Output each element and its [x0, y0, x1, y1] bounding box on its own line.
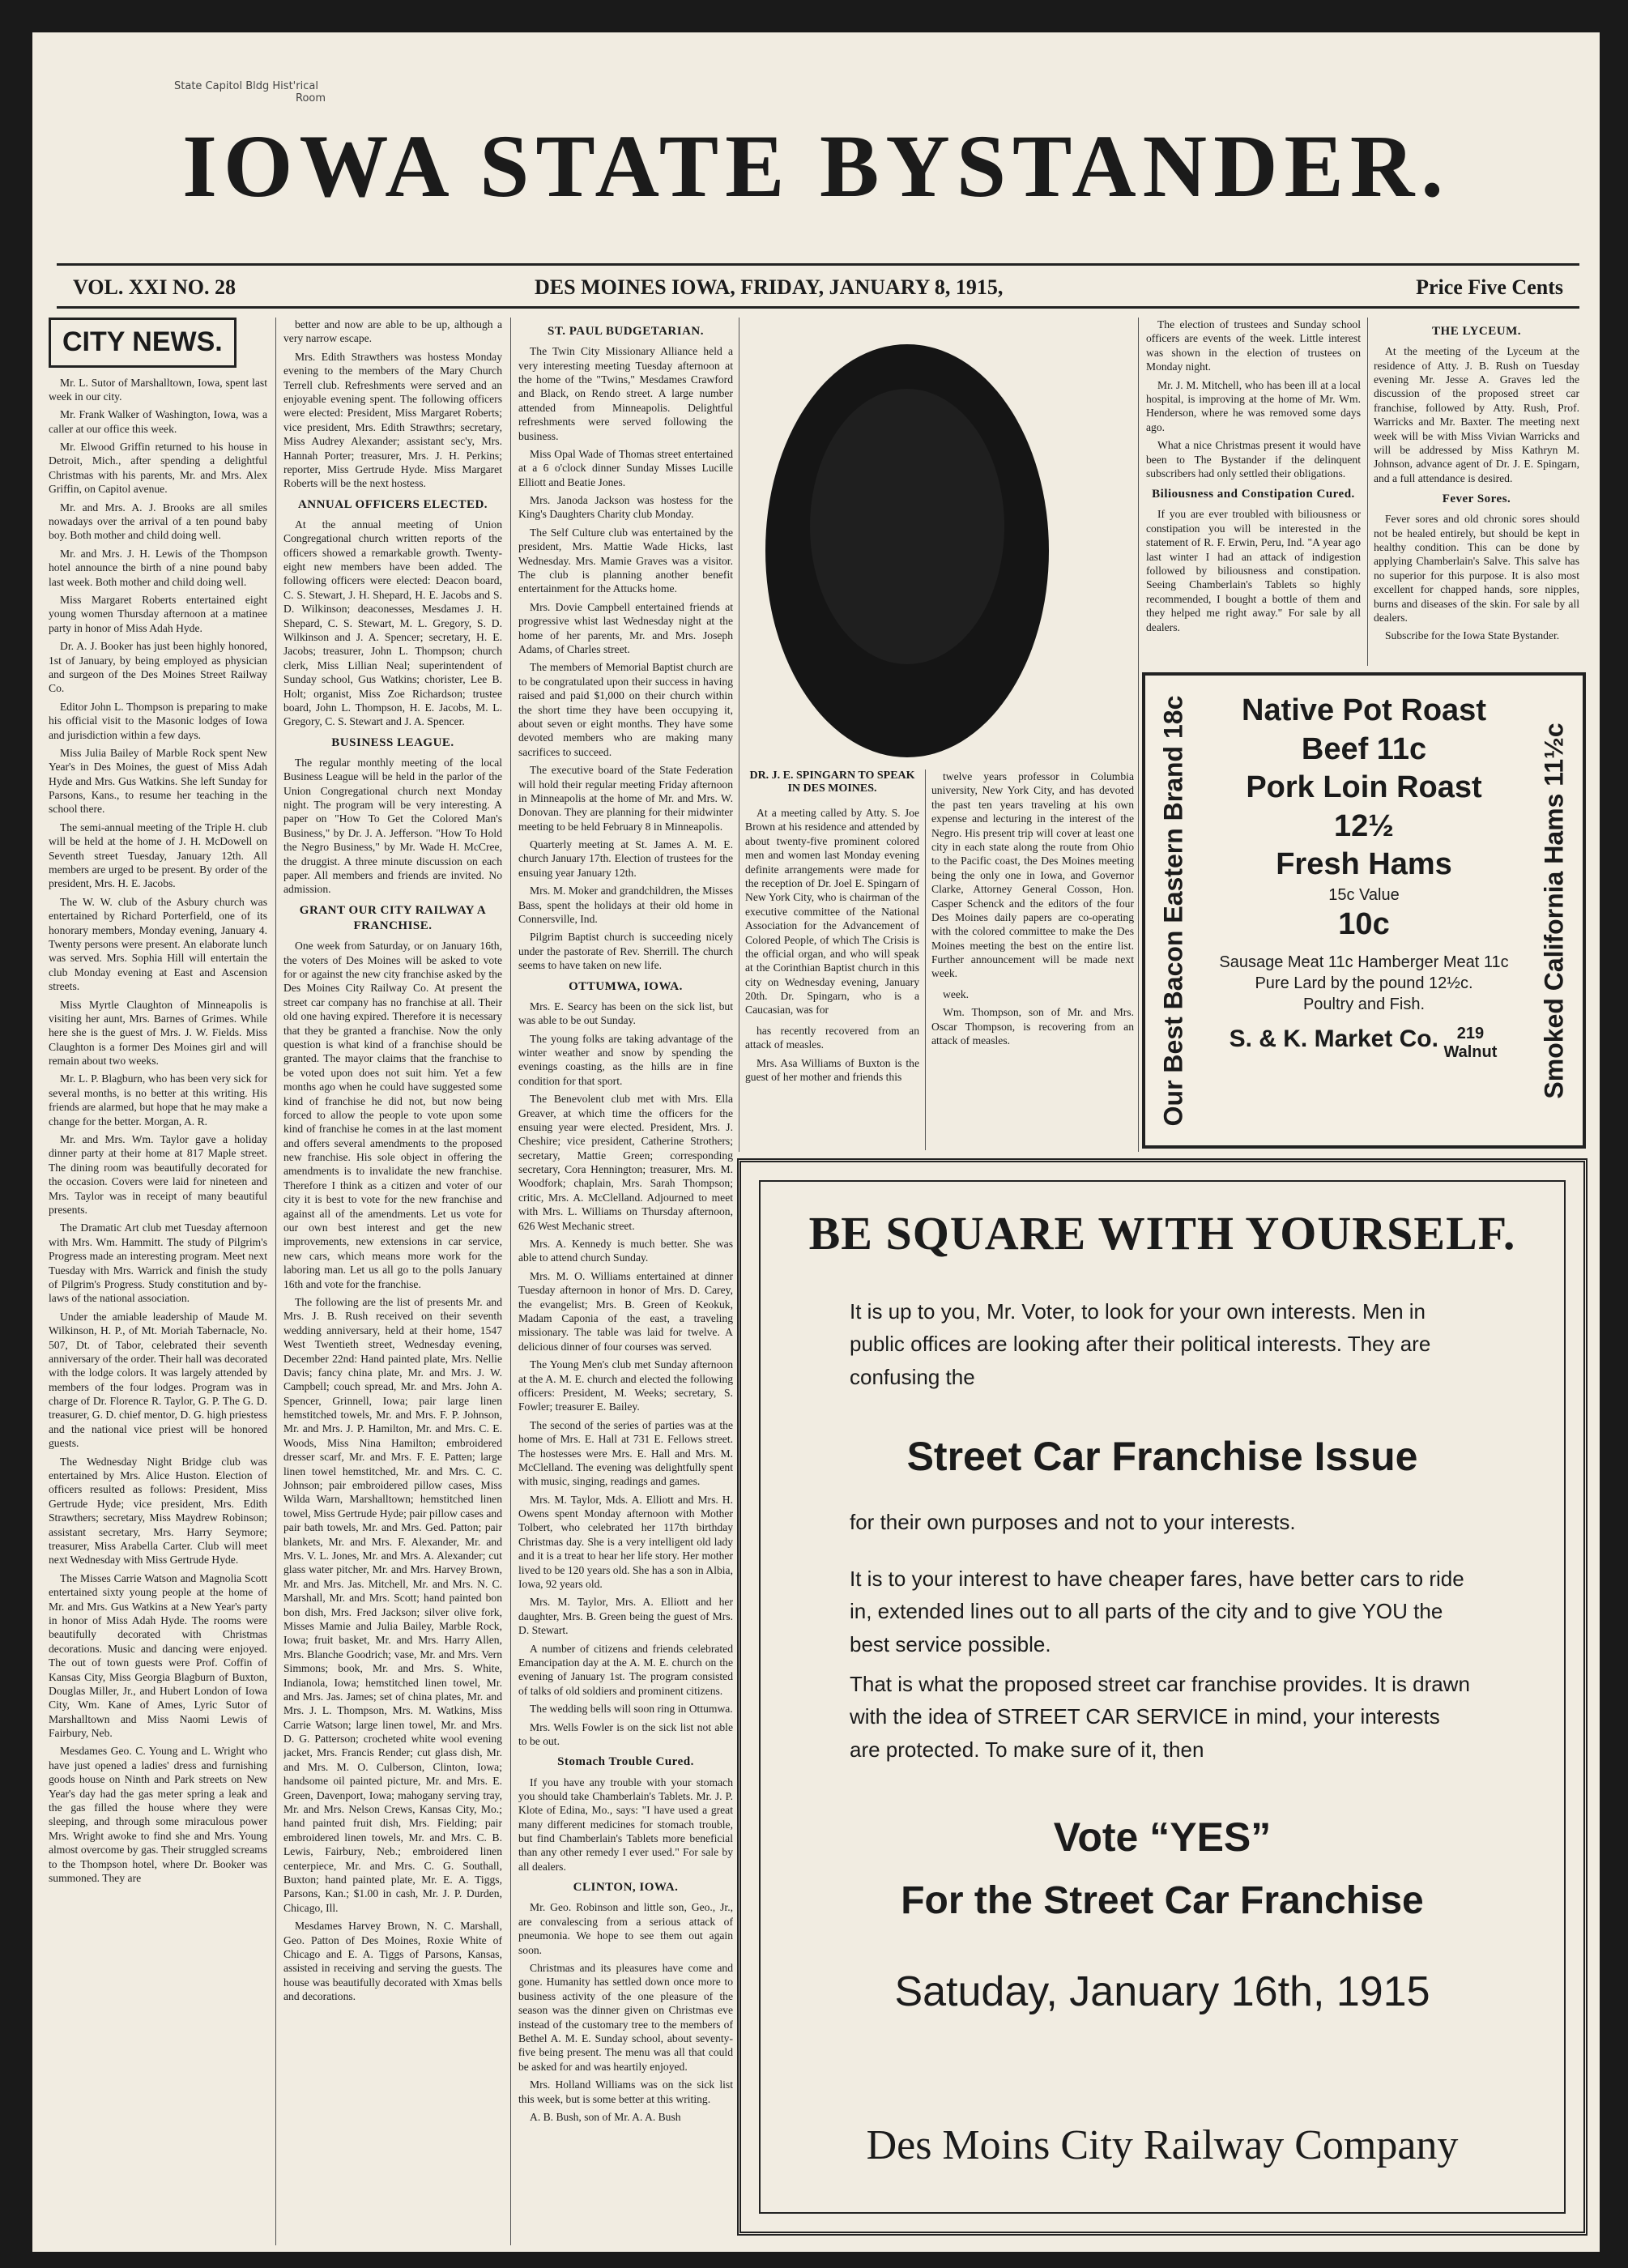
- news-item: Mrs. Wells Fowler is on the sick list not able to be out.: [518, 1720, 733, 1747]
- news-item: Mrs. Edith Strawthers was hostess Monday evening to the members of the Mary Church Terrell club. Refreshments were served and an enjoyable evening spent. The following officers were elected: President, Miss Margaret Roberts; vice president, Mrs. Edith Strawthrs; secretary, Miss Audrey Alexander; assistant sec'y, Mrs. Hannah Porter; treasurer, Mrs. J. H. Perkins; reporter, Miss Gertrude Hyde. Miss Margaret Roberts will be the next hostess.: [283, 350, 502, 490]
- news-item: The young folks are taking advantage of the winter weather and snow by spending the evenings coasting, as the hills are in fine condition for that sport.: [518, 1032, 733, 1087]
- news-item: The executive board of the State Federation will hold their regular meeting Friday afternoon in Minneapolis at the home of Mr. and Mrs. W. Donovan. They are planning for their midwinter meeting to be held February 8 in Minneapolis.: [518, 764, 733, 833]
- masthead: IOWA STATE BYSTANDER.: [182, 117, 1450, 215]
- news-item: A number of citizens and friends celebrated Emancipation day at the A. M. E. church on the evening of January 1st. The program consisted of talks of old soldiers and prominent citizens.: [518, 1642, 733, 1697]
- archive-stamp: [174, 81, 326, 105]
- section-heading: Stomach Trouble Cured.: [557, 1755, 694, 1769]
- vote-yes-heading: Vote “YES”: [1053, 1814, 1272, 1860]
- beef-price: Beef 11c: [1301, 731, 1427, 766]
- section-heading: CLINTON, IOWA.: [573, 1881, 679, 1895]
- column-two: [283, 318, 502, 2245]
- news-item: Miss Julia Bailey of Marble Rock spent New Year's in Des Moines, the guest of Miss Adah Hyde and Mrs. Gus Watkins. She left Sunday for Parsons, Kans., to resume her teaching in the school there.: [49, 746, 267, 816]
- portrait-photo: [761, 340, 1053, 761]
- news-item: week.: [943, 987, 970, 1000]
- section-heading: Fever Sores.: [1442, 492, 1511, 506]
- ad-paragraph: It is up to you, Mr. Voter, to look for your own interests. Men in public offices are looking after their political interests. They are confusing the: [850, 1299, 1431, 1389]
- section-heading: GRANT OUR CITY RAILWAY A FRANCHISE.: [299, 903, 487, 933]
- archive-stamp-line2: Room: [296, 92, 326, 104]
- masthead-rule-top: [57, 263, 1579, 266]
- volume-number: VOL. XXI NO. 28: [73, 275, 236, 299]
- pot-roast-line: Native Pot Roast: [1242, 693, 1486, 727]
- news-item: Mrs. Holland Williams was on the sick list this week, but is some better at this writing.: [518, 2078, 733, 2105]
- ad-paragraph: That is what the proposed street car franchise provides. It is drawn with the idea of STREET CAR SERVICE in mind, your interests are protected. To make sure of it, then: [850, 1672, 1470, 1762]
- news-item: Miss Myrtle Claughton of Minneapolis is visiting her aunt, Mrs. Barnes of Grimes. While here she is the guest of Mrs. J. W. Fields. Miss Claughton is a former Des Moines girl and will remain about two weeks.: [49, 998, 267, 1068]
- news-item: At the annual meeting of Union Congregational church written reports of the officers showed a remarkable growth. Twenty-eight new members have been added. The following officers were elected: Deacon board, C. S. Stewart, J. H. Shepard, H. E. Jacobs and S. D. Wilkinson; deaconesses, Mesdames J. H. Shepard, C. S. Stewart, M. L. Gregory, S. D. Wilkinson and J. A. Spencer; secretary, H. E. Jacobs; treasurer, John L. Thompson; church clerk, Miss Lillian Neal; superintendent of Sunday school, Gus Watkins; chorister, Lee B. Holt; organist, Miss Zoe Richardson; trustee board, John L. Thompson, H. E. Jacobs, M. L. Gregory, C. S. Stewart and J. A. Spencer.: [283, 518, 502, 728]
- news-item: Mr. Geo. Robinson and little son, Geo., Jr., are convalescing from a serious attack of pneumonia. We hope to see them out again soon.: [518, 1901, 733, 1956]
- news-item: Mrs. Janoda Jackson was hostess for the King's Daughters Charity club Monday.: [518, 494, 733, 521]
- election-date: Satuday, January 16th, 1915: [894, 1968, 1430, 2015]
- news-item: The Self Culture club was entertained by the president, Mrs. Mattie Wade Hicks, last Wednesday. Mrs. Mamie Graves was a visitor. The club is planning another benefit entertainment for the Attucks home.: [518, 526, 733, 595]
- bacon-vertical-text: Our Best Bacon Eastern Brand 18c: [1158, 695, 1188, 1126]
- price: Price Five Cents: [1416, 275, 1563, 299]
- section-heading: THE LYCEUM.: [1432, 325, 1521, 338]
- railway-company-name: Des Moins City Railway Company: [866, 2122, 1459, 2168]
- news-item: Mr. and Mrs. A. J. Brooks are all smiles nowadays over the arrival of a ten pound baby boy. Both mother and child doing well.: [49, 501, 267, 542]
- news-item: Mrs. Dovie Campbell entertained friends at progressive whist last Wednesday night at the home of her parents, Mr. and Mrs. Joseph Adams, of Charles street.: [518, 600, 733, 655]
- place-and-date: DES MOINES IOWA, FRIDAY, JANUARY 8, 1915,: [535, 275, 1004, 299]
- archive-stamp-line1: State Capitol Bldg Hist'rical: [174, 80, 318, 92]
- news-item: Mr. and Mrs. J. H. Lewis of the Thompson hotel announce the birth of a nine pound baby last week. Both mother and child doing well.: [49, 547, 267, 588]
- news-item: The following are the list of presents Mr. and Mrs. J. B. Rush received on their seventh wedding anniversary, held at their home, 1547 West Twentieth street, Wednesday evening, December 22nd: Hand painted plate, Mrs. Nellie Davis; fancy china plate, Mr. and Mrs. J. W. Campbell; couch spread, Mr. and Mrs. John A. Spencer, Grinnell, Iowa; pair large linen hemstitched towels, Mr. and Mrs. F. P. Johnson, Mr. and Mrs. J. P. Hamilton, Mr. and Mrs. C. E. Woods, Miss Nina Hamilton; embroidered dresser scarf, Mr. and Mrs. F. E. Patten; large linen towel hemstitched, Mr. and Mrs. C. C. Johnson; pair embroidered pillow cases, Miss Wilda Warn, Marshalltown; hemstitched linen towel, Miss Gertrude Hyde; pair pillow cases and pair bath towels, Mr. and Mrs. Ged. Patton; pair blankets, Mr. and Mrs. F. Alexander, Mr. and Mrs. V. L. Jones, Mr. and Mrs. A. Alexander; cut glass water pitcher, Mr. and Mrs. Harvey Brown, Mr. and Mrs. Jas. Mitchell, Mr. and Mrs. N. C. Marshall, Mr. and Mrs. Scott; hand painted bon bon dish, Mrs. Fred Jackson; silver olive fork, Misses Mamie and Julia Bailey, Marble Rock, Iowa; fruit basket, Mr. and Mrs. Harry Allen, Mrs. Blanche Goodrich; vase, Mr. and Mrs. Vern Simmons; book, Mr. and Mrs. S. White, Indianola, Iowa; hemstitched linen towel, Mr. and Mrs. Jas. James; set of china plates, Mr. and Mrs. J. L. Thompson, Mrs. M. Watkins, Miss Carrie Watson; large linen towel, Mr. and Mrs. D. G. Patterson; crocheted white wool evening jacket, Mrs. Francis Render; cut glass dish, Mr. and Mrs. M. O. Culberson, Clinton, Iowa; handsome oil painted picture, Mr. and Mrs. E. Green, Davenport, Iowa; mahogany serving tray, Mr. and Mrs. Nelson Crews, Kansas City, Mo.; hand painted fruit dish, Mrs. Fielding; pair embroidered linen towels, Mr. and Mrs. C. B. Lewis, Fairbury, Neb.; embroidered linen centerpiece, Mr. and Mrs. C. G. Southall, Buxton; hand painted plate, Mr. E. A. Tiggs, Parsons, Kan.; $1.00 in cash, Mr. J. P. Durden, Chicago, Ill.: [283, 1295, 502, 1914]
- section-heading: OTTUMWA, IOWA.: [569, 979, 683, 993]
- street-railway-ad: [737, 1158, 1588, 2236]
- news-item: Mr. L. P. Blagburn, who has been very sick for several months, is no better at this writing. His friends are alarmed, but hope that he may make a change for the better. Morgan, A. R.: [49, 1072, 267, 1128]
- news-item: The Young Men's club met Sunday afternoon at the A. M. E. church and elected the following officers: President, M. Weeks; secretary, S. Fowler; treasurer E. Bailey.: [518, 1358, 733, 1413]
- news-item: The second of the series of parties was at the home of Mrs. E. Hall at 731 E. Fellows street. The hostesses were Mrs. E. Hall and Mrs. M. McClelland. The evening was delightfully spent with music, singing, readings and games.: [518, 1418, 733, 1488]
- news-item: The W. W. club of the Asbury church was entertained by Richard Porterfield, one of its honorary members, Monday evening, January 4. Twenty persons were present. An elaborate lunch was served. Mrs. Sophia Hill will entertain the club Monday evening at East and Ascension streets.: [49, 895, 267, 993]
- section-heading: BUSINESS LEAGUE.: [331, 735, 454, 749]
- column-divider: [1138, 318, 1139, 1152]
- news-item: At the meeting of the Lyceum at the residence of Atty. J. B. Rush on Tuesday evening Mr. Jesse A. Graves led the discussion of the proposed street car franchise, followed by Atty. Rush, Prof. Warricks and Mr. Baxter. The meeting next week will be with Miss Vivian Warricks and will be addressed by Miss Kathryn M. Johnson, advance agent of Dr. J. E. Spingarn, and a full attendance is desired.: [1374, 345, 1579, 484]
- column-three: [518, 318, 733, 2245]
- section-heading: Biliousness and Constipation Cured.: [1152, 488, 1355, 501]
- newspaper-page: [32, 32, 1600, 2252]
- news-item: Under the amiable leadership of Maude M. Wilkinson, H. P., of Mt. Moriah Tabernacle, No. 507, Dt. of Tabor, celebrated their seventh anniversary of the order. Their hall was decorated with the lodge colors. It was largely attended by members of the four lodges. Program was in charge of Dr. Florence R. Taylor, G. P. The G. D. treasurer, G. D. chief mentor, D. G. high priestess and the national vice priest will be honored guests.: [49, 1310, 267, 1450]
- news-item: Mrs. M. Taylor, Mrs. A. Elliott and her daughter, Mrs. B. Green being the guest of Mrs. D. Stewart.: [518, 1596, 733, 1637]
- news-item: If you have any trouble with your stomach you should take Chamberlain's Tablets. Mr. J. P. Klote of Edina, Mo., says: "I have used a great many different medicines for stomach trouble, but find Chamberlain's Tablets more beneficial than any other remedy I ever used." For sale by all dealers.: [518, 1776, 733, 1873]
- ad-inner-border: [759, 1180, 1566, 2214]
- franchise-heading: For the Street Car Franchise: [901, 1879, 1424, 1922]
- lard-line: Pure Lard by the pound 12½c.: [1255, 974, 1473, 992]
- fresh-hams-line: Fresh Hams: [1276, 847, 1452, 881]
- news-item: The Wednesday Night Bridge club was entertained by Mrs. Alice Huston. Election of officers resulted as follows: President, Miss Gertrude Hyde; vice president, Mrs. Edith Strawthers; secretary, Miss Maydrew Robinson; assistant secretary, Mrs. Harry Seymore; treasurer, Miss Arabella Carter. Club will meet next Wednesday with Miss Gertrude Hyde.: [49, 1455, 267, 1567]
- news-item: The election of trustees and Sunday school officers are events of the week. Little interest was shown in the election of trustees on Monday night.: [1146, 318, 1361, 373]
- news-item: Miss Opal Wade of Thomas street entertained at a 6 o'clock dinner Sunday Misses Lucille Elliott and Beatie Jones.: [518, 447, 733, 488]
- store-address: 219 Walnut: [1443, 1025, 1498, 1061]
- column-divider: [925, 770, 926, 1150]
- column-divider: [510, 318, 511, 2245]
- column-city-news: [49, 318, 267, 2245]
- pork-roast-line: Pork Loin Roast: [1246, 770, 1482, 804]
- spingarn-story-right: [931, 770, 1134, 1150]
- news-item: The Benevolent club met with Mrs. Ella Greaver, at which time the officers for the ensuing year were elected. President, Mrs. J. Cheshire; vice president, Catherine Strothers; secretary, Mattie Green; corresponding secretary, Cora Hennington; treasurer, Mrs. M. Woodfork; chaplain, Mrs. Sarah Thompson; critic, Mrs. A. McClelland. Adjourned to meet with Mrs. L. Williams on Thursday afternoon, 626 West Mechanic street.: [518, 1093, 733, 1232]
- meat-price-list: [1218, 692, 1510, 1062]
- ad-paragraph: It is to your interest to have cheaper fares, have better cars to ride in, extended lines out to all parts of the city and to give YOU the best service possible.: [850, 1567, 1464, 1656]
- section-heading: ST. PAUL BUDGETARIAN.: [547, 325, 705, 338]
- column-divider: [1367, 318, 1368, 666]
- city-news-heading: CITY NEWS.: [49, 318, 237, 368]
- ad-headline: BE SQUARE WITH YOURSELF.: [808, 1207, 1516, 1260]
- news-item: Dr. A. J. Booker has just been highly honored, 1st of January, by being employed as physician and surgeon of the Des Moines Street Railway Co.: [49, 640, 267, 695]
- hams-vertical-text: Smoked California Hams 11½c: [1539, 722, 1569, 1099]
- news-item: Pilgrim Baptist church is succeeding nicely under the pastorate of Rev. Sherrill. The church seems to have taken on new life.: [518, 931, 733, 972]
- news-item: What a nice Christmas present it would have been to The Bystander if the delinquent subscribers had only settled their obligations.: [1146, 439, 1361, 480]
- news-item: The Twin City Missionary Alliance held a very interesting meeting Tuesday afternoon at the home of the "Twins," Mesdames Crawford and Black, on Rendo street. A large number attended from Minneapolis. Delightful refreshments were served following the business.: [518, 345, 733, 442]
- poultry-line: Poultry and Fish.: [1302, 995, 1426, 1013]
- news-item: Mr. L. Sutor of Marshalltown, Iowa, spent last week in our city.: [49, 376, 267, 403]
- column-six: [1374, 318, 1579, 666]
- dateline: [73, 275, 1563, 305]
- news-item: Wm. Thompson, son of Mr. and Mrs. Oscar Thompson, is recovering from an attack of measles.: [931, 1006, 1134, 1047]
- news-item: Mrs. M. Moker and grandchildren, the Misses Bass, spent the holidays at their old home in Connersville, Ind.: [518, 885, 733, 926]
- news-item: Mr. J. M. Mitchell, who has been ill at a local hospital, is improving at the home of Mr. Wm. Henderson, where he was removed some days ago.: [1146, 378, 1361, 433]
- news-item: The Misses Carrie Watson and Magnolia Scott entertained sixty young people at the home of Mr. and Mrs. Gus Watkins at a New Year's party in honor of Miss Adah Hyde. The rooms were beautifully decorated with Christmas decorations. Music and dancing were enjoyed. The out of town guests were Prof. Coffin of Kansas City, Miss Georgia Blagburn of Buxton, Douglas Miller, Jr., and Hubert London of Iowa City, Wm. Kane of Ames, Lyric Sutor of Marshalltown and Miss Naomi Lewis of Fairbury, Neb.: [49, 1571, 267, 1740]
- news-item: Fever sores and old chronic sores should not be healed entirely, but should be kept in healthy condition. This can be done by applying Chamberlain's Salve. This salve has no superior for this purpose. It is also most excellent for chapped hands, sore nipples, burns and diseases of the skin. For sale by all dealers.: [1374, 513, 1579, 625]
- news-item: Mrs. E. Searcy has been on the sick list, but was able to be out Sunday.: [518, 1000, 733, 1027]
- news-item: better and now are able to be up, although a very narrow escape.: [283, 318, 502, 345]
- store-name: S. & K. Market Co.: [1229, 1025, 1438, 1053]
- pork-price: 12½: [1334, 808, 1394, 843]
- spingarn-story-left: [745, 806, 919, 1146]
- news-item: The members of Memorial Baptist church are to be congratulated upon their success in having raised and paid $1,000 on their church within the short time they have been occupying it, about seven or eight months. They have some devoted members who are making many sacrifices to succeed.: [518, 661, 733, 758]
- column-five: [1146, 318, 1361, 666]
- spingarn-caption: DR. J. E. SPINGARN TO SPEAK IN DES MOINES.: [749, 770, 915, 795]
- sausage-line: Sausage Meat 11c Hamberger Meat 11c: [1219, 953, 1509, 971]
- news-item: Mr. Frank Walker of Washington, Iowa, was a caller at our office this week.: [49, 408, 267, 435]
- column-divider: [275, 318, 276, 2245]
- news-item: The wedding bells will soon ring in Ottumwa.: [530, 1703, 733, 1716]
- news-item: Mrs. Asa Williams of Buxton is the guest of her mother and friends this: [745, 1056, 919, 1084]
- news-item: Mesdames Geo. C. Young and L. Wright who have just opened a ladies' dress and furnishing goods house on Ninth and Park streets on New Year's day had the gas meter spring a leak and the gas filled the house where they were sleeping, and through some miraculous power Mrs. Wright awoke to find she and Mrs. Young almost overcome by gas. Their struggled screams to the Thompson hotel, where Dr. Booker was summoned. They are: [49, 1745, 267, 1884]
- masthead-rule-bottom: [57, 306, 1579, 309]
- news-item: Mesdames Harvey Brown, N. C. Marshall, Geo. Patton of Des Moines, Roxie White of Chicago and E. A. Tiggs of Parsons, Kansas, assisted in receiving and serving the guests. The house was beautifully decorated with Xmas bells and decorations.: [283, 1920, 502, 2003]
- section-heading: ANNUAL OFFICERS ELECTED.: [297, 497, 488, 511]
- news-item: Editor John L. Thompson is preparing to make his official visit to the Masonic lodges of Iowa and jurisdiction within a few days.: [49, 700, 267, 741]
- news-item: Mrs. A. Kennedy is much better. She was able to attend church Sunday.: [518, 1238, 733, 1264]
- franchise-issue-heading: Street Car Franchise Issue: [906, 1434, 1418, 1479]
- news-item: The Dramatic Art club met Tuesday afternoon with Mrs. Wm. Hammitt. The study of Pilgrim's Progress made an interesting program. Meet next Tuesday with Mrs. Warrick and finish the study of Pilgrim's Progress. Study constitution and by-laws of the national association.: [49, 1221, 267, 1305]
- news-item: Quarterly meeting at St. James A. M. E. church January 17th. Election of trustees for the ensuing year January 12th.: [518, 838, 733, 879]
- news-item: twelve years professor in Columbia university, New York City, and has devoted the past ten years traveling at his own expense and lecturing in the interest of the Negro. His present trip will cover at least one city in each state along the route from Ohio to the Pacific coast, the Des Moines meeting being the only one in Iowa, and Governor Clarke, Attorney General Cosson, Hon. Casper Schenck and the editors of the four Des Moines daily papers are co-operating with the colored committee to make the Des Moines meeting the best on the entire list. Further announcement will be made next week.: [931, 770, 1134, 980]
- value-line: 15c Value: [1328, 885, 1400, 904]
- news-item: Mr. Elwood Griffin returned to his house in Detroit, Mich., after spending a delightful Christmas with his parents, Mr. and Mrs. Alex Griffin, on Capitol avenue.: [49, 441, 267, 496]
- news-item: The semi-annual meeting of the Triple H. club will be held at the home of J. H. McDowell on Seventh street Tuesday, January 12th. All members are urged to be present. By order of the president, Mrs. H. E. Jacobs.: [49, 821, 267, 890]
- news-item: If you are ever troubled with biliousness or constipation you will be interested in the statement of R. F. Erwin, Peru, Ind. "A year ago last winter I had an attack of indigestion followed by biliousness and constipation. Seeing Chamberlain's Tablets so highly recommended, I bought a bottle of them and they helped me right away." For sale by all dealers.: [1146, 508, 1361, 633]
- news-item: One week from Saturday, or on January 16th, the voters of Des Moines will be asked to vote for or against the new city franchise asked by the Des Moines City Railway Co. At present the street car company has no franchise at all. Their old one having expired. Therefore it is necessary that they be granted a franchise. Now the only question is what kind of a franchise should be granted. The mayor claims that the franchise to be voted upon does not suit him. Yet a few months ago when he could have suggested some kind of franchise he did not, but now being forced to allow the people to vote upon some kind of franchise he comes in at the last moment and offers several amendments to the proposed new franchise. His sole object in offering the amendments is to invalidate the new franchise. Therefore I think as a citizen and voter of our city it is best to vote for the new franchise and against all of the amendments. Let us vote for our own best interest and get the new improvements, new extensions in car service, new cars, which means more work for the laboring man. Let us all go to the polls January 16th and vote for the franchise.: [283, 940, 502, 1290]
- news-item: Subscribe for the Iowa State Bystander.: [1385, 629, 1560, 642]
- ad-paragraph: for their own purposes and not to your interests.: [850, 1510, 1296, 1534]
- store-line: [1218, 1025, 1510, 1062]
- news-item: At a meeting called by Atty. S. Joe Brown at his residence and attended by about twenty-five prominent colored men and women last Monday evening definite arrangements were made for the reception of Dr. Joel E. Spingarn of New York City, who is chairman of the executive committee of the National Association for the Advancement of Colored People, of which The Crisis is the official organ, and who will speak at the Corinthian Baptist church in this city on Wednesday evening, January 20th. Dr. Spingarn, who is a Caucasian, was for: [745, 807, 919, 1017]
- news-item: Mr. and Mrs. Wm. Taylor gave a holiday dinner party at their home at 817 Maple street. The dining room was beautifully decorated for the occasion. Covers were laid for nineteen and Mrs. Taylor was in receipt of many beautiful presents.: [49, 1133, 267, 1216]
- meat-market-ad: [1142, 672, 1586, 1149]
- hams-price: 10c: [1338, 906, 1390, 941]
- news-item: Christmas and its pleasures have come and gone. Humanity has settled down once more to business activity of the one pleasure of the season was the dinner given on Christmas eve instead of the customary tree to the members of Bethel A. M. E. Sunday school, about seventy-five being present. The menu was all that could be asked for and was heartily enjoyed.: [518, 1961, 733, 2073]
- news-item: Mrs. M. Taylor, Mds. A. Elliott and Mrs. H. Owens spent Monday afternoon with Mother Tolbert, who celebrated her 117th birthday Christmas day. She is a very intelligent old lady and it is a treat to hear her life story. Her mother lived to be 120 years old. She has a son in Albia, Iowa, 92 years old.: [518, 1493, 733, 1591]
- news-item: has recently recovered from an attack of measles.: [745, 1024, 919, 1051]
- news-item: A. B. Bush, son of Mr. A. A. Bush: [530, 2110, 681, 2123]
- news-item: Mrs. M. O. Williams entertained at dinner Tuesday afternoon in honor of Mrs. D. Carey, the evangelist; Mrs. B. Green of Keokuk, Madam Caponia of the east, a traveling missionary. The table was laid for twelve. A delicious dinner of four courses was served.: [518, 1269, 733, 1353]
- news-item: Miss Margaret Roberts entertained eight young women Thursday afternoon at a matinee party in honor of Miss Adah Hyde.: [49, 593, 267, 634]
- news-item: The regular monthly meeting of the local Business League will be held in the parlor of the Union Congregational church next Monday night. The program will be very interesting. A paper on "How To Get the Colored Man's Business," by Dr. J. A. Jefferson. "How To Hold the Negro Business," by Mr. Wade H. McCree, the druggist. A three minute discussion on each paper. All members and friends are invited. No admission.: [283, 756, 502, 896]
